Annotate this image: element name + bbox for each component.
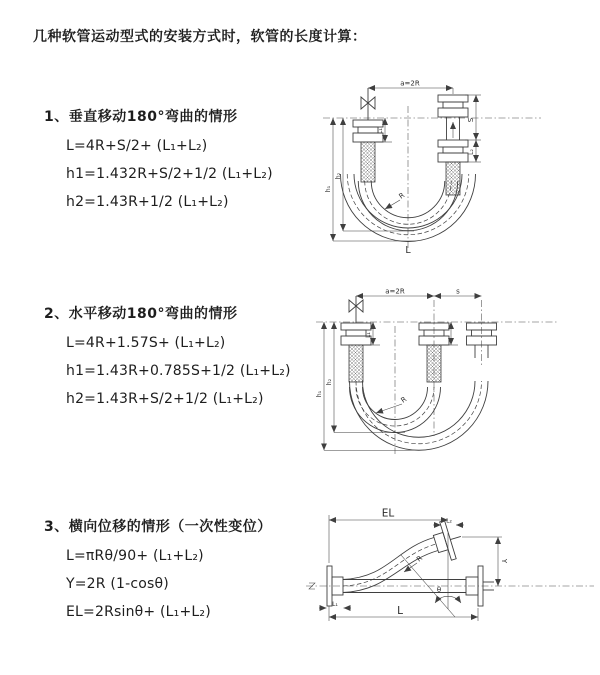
valve-symbol (361, 88, 375, 120)
formula-line: L=4R+S/2+ (L₁+L₂) (66, 138, 208, 154)
diagram-horizontal-180-bend (310, 286, 565, 458)
dim-label-h2: h₂ (335, 172, 342, 180)
dim-label-l1: L₁ (365, 332, 372, 338)
radius-label: R (397, 191, 407, 201)
page-title: 几种软管运动型式的安装方式时，软管的长度计算： (33, 29, 367, 45)
angle-label: θ (436, 586, 442, 594)
dim-label-l1: L₁ (332, 601, 338, 608)
section-3 (44, 516, 320, 626)
left-flange-fitting (341, 323, 371, 382)
formula-line: h1=1.432R+S/2+1/2 (L₁+L₂) (66, 166, 273, 182)
formula-line: EL=2Rsinθ+ (L₁+L₂) (66, 604, 211, 620)
dim-label-a2r: a=2R (400, 79, 420, 88)
formula-line: L=4R+1.57S+ (L₁+L₂) (66, 335, 226, 351)
hose-drawing (327, 517, 494, 606)
dim-label-y: Y (500, 558, 508, 564)
valve-symbol (349, 296, 363, 323)
dim-label-l2: L₂ (468, 149, 475, 155)
formula-line: h2=1.43R+1/2 (L₁+L₂) (66, 194, 229, 210)
section-1-heading: 1、垂直移动180°弯曲的情形 (44, 109, 238, 125)
section-2-heading: 2、水平移动180°弯曲的情形 (44, 306, 238, 322)
dim-label-s: S (467, 117, 475, 123)
formula-line: h2=1.43R+S/2+1/2 (L₁+L₂) (66, 391, 264, 407)
length-label: L (397, 605, 403, 617)
dim-label-l1: L₁ (377, 128, 384, 134)
formula-line: h1=1.43R+0.785S+1/2 (L₁+L₂) (66, 363, 291, 379)
centerlines (306, 583, 594, 589)
right-flange-fittings (438, 95, 468, 195)
section-3-heading: 3、横向位移的情形（一次性变位） (44, 519, 272, 535)
diagram-vertical-180-bend (315, 76, 547, 256)
radius-label: R (415, 554, 425, 564)
dim-label-h1: h₁ (325, 185, 332, 193)
radius-label: R (399, 395, 409, 405)
dim-label-l2: L₂ (446, 517, 452, 525)
section-1 (44, 106, 320, 216)
section-2 (44, 303, 320, 413)
formula-line: L=πRθ/90+ (L₁+L₂) (66, 548, 204, 564)
hose-drawing (341, 296, 497, 450)
dim-label-h1: h₁ (316, 390, 323, 398)
diagram-lateral-displacement (298, 503, 598, 638)
dim-label-a2r: a=2R (385, 287, 405, 296)
formula-line: Y=2R (1-cosθ) (66, 576, 169, 592)
dim-label-h2: h₂ (326, 378, 333, 386)
u-bend-arcs (350, 381, 489, 450)
dim-label-s: s (456, 287, 460, 296)
centerlines (323, 106, 541, 250)
dimension-lines (319, 508, 508, 622)
dim-label-el: EL (381, 507, 395, 520)
length-label: L (405, 245, 411, 256)
